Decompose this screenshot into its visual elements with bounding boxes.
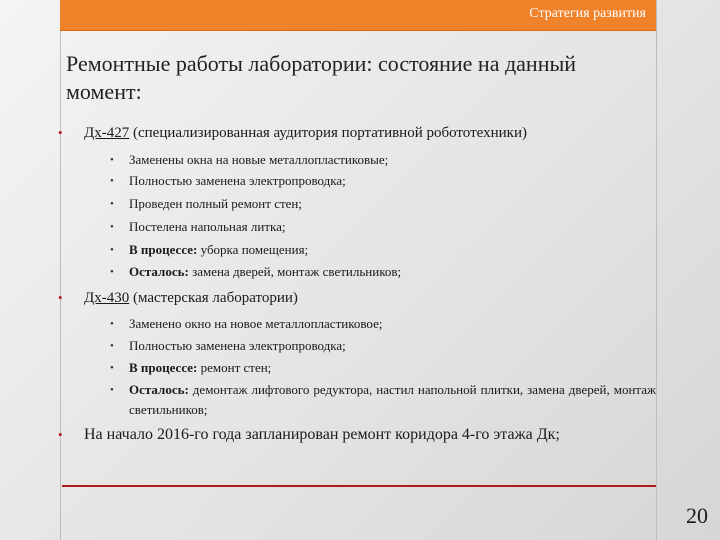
slide-title: Ремонтные работы лаборатории: состояние на данный момент: bbox=[66, 51, 577, 104]
bullet-icon: • bbox=[110, 362, 114, 374]
bullet-icon: • bbox=[110, 221, 114, 233]
room-label: Дх-430 bbox=[84, 290, 130, 306]
footer-divider bbox=[62, 485, 656, 487]
plan-text: На начало 2016-го года запланирован ремонт коридора 4-го этажа Дк; bbox=[84, 426, 560, 443]
bullet-icon: • bbox=[110, 154, 114, 166]
bullet-icon: • bbox=[110, 175, 114, 187]
page-number: 20 bbox=[686, 503, 708, 528]
room-label: Дх-427 bbox=[84, 125, 130, 141]
bullet-icon: • bbox=[110, 244, 114, 256]
bullet-icon: • bbox=[58, 290, 63, 305]
bullet-icon: • bbox=[58, 125, 63, 140]
bullet-icon: • bbox=[110, 198, 114, 210]
bullet-icon: • bbox=[110, 266, 114, 278]
room-description: (специализированная аудитория портативной робототехники) bbox=[129, 125, 527, 141]
room-description: (мастерская лаборатории) bbox=[129, 290, 298, 306]
bullet-icon: • bbox=[58, 427, 63, 442]
left-guide-line bbox=[60, 0, 61, 540]
section-label: Стратегия развития bbox=[529, 6, 646, 21]
right-guide-line bbox=[656, 0, 657, 540]
header-bar bbox=[60, 0, 656, 31]
bullet-icon: • bbox=[110, 340, 114, 352]
bullet-icon: • bbox=[110, 384, 114, 396]
bullet-icon: • bbox=[110, 318, 114, 330]
